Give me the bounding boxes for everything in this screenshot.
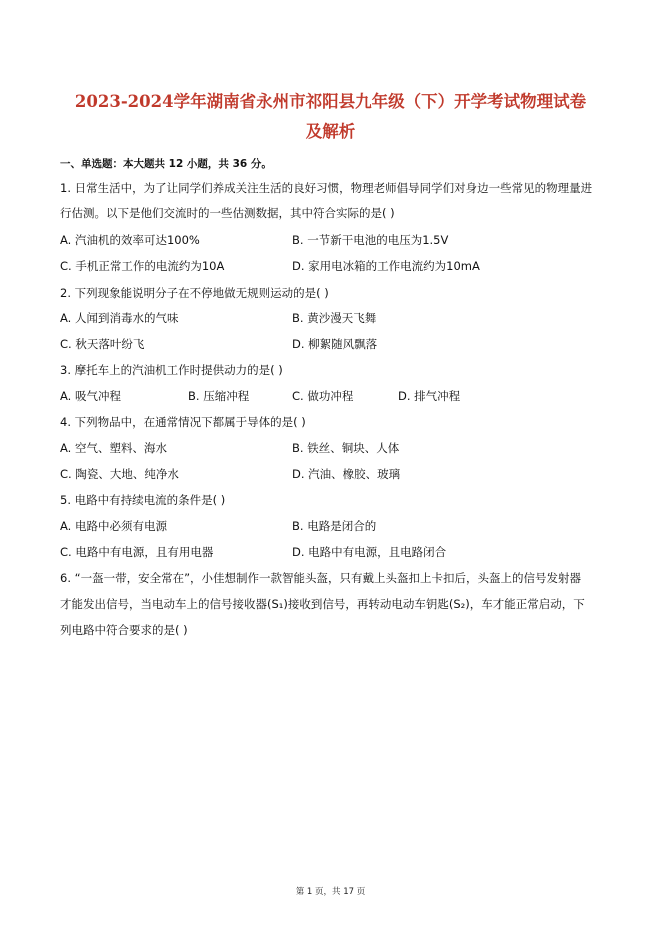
question-6-line-1: 6. “一盔一带，安全常在”，小佳想制作一款智能头盔，只有戴上头盔扣上卡扣后，头盔上的信号发射器 xyxy=(60,571,582,585)
question-6-line-3: 列电路中符合要求的是( ) xyxy=(60,623,188,637)
question-1-line-2: 行估测。以下是他们交流时的一些估测数据，其中符合实际的是( ) xyxy=(60,206,395,220)
question-6-line-2: 才能发出信号，当电动车上的信号接收器(S₁)接收到信号，再转动电动车钥匙(S₂)，车才能正常启动，下 xyxy=(60,597,585,611)
question-5-option-c: C. 电路中有电源，且有用电器 xyxy=(60,545,214,559)
question-1-option-d: D. 家用电冰箱的工作电流约为10mA xyxy=(292,259,480,273)
question-4-line-1: 4. 下列物品中，在通常情况下都属于导体的是( ) xyxy=(60,415,306,429)
question-5-option-b: B. 电路是闭合的 xyxy=(292,519,377,533)
question-3-option-d: D. 排气冲程 xyxy=(398,389,461,403)
page-footer: 第 1 页，共 17 页 xyxy=(295,887,366,897)
question-3-option-a: A. 吸气冲程 xyxy=(60,389,121,403)
question-4-option-d: D. 汽油、橡胶、玻璃 xyxy=(292,467,401,481)
question-1-option-c: C. 手机正常工作的电流约为10A xyxy=(60,259,225,273)
question-5-option-a: A. 电路中必须有电源 xyxy=(60,519,167,533)
question-4-option-a: A. 空气、塑料、海水 xyxy=(60,441,167,455)
document-title-line-2: 及解析 xyxy=(305,122,356,141)
question-2-line-1: 2. 下列现象能说明分子在不停地做无规则运动的是( ) xyxy=(60,286,329,300)
question-3-option-b: B. 压缩冲程 xyxy=(188,389,250,403)
question-1-option-b: B. 一节新干电池的电压为1.5V xyxy=(292,233,449,247)
section-heading: 一、单选题：本大题共 12 小题，共 36 分。 xyxy=(60,158,272,170)
document-title-line-1: 2023-2024学年湖南省永州市祁阳县九年级（下）开学考试物理试卷 xyxy=(74,92,587,111)
question-2-option-c: C. 秋天落叶纷飞 xyxy=(60,337,145,351)
question-5-line-1: 5. 电路中有持续电流的条件是( ) xyxy=(60,493,226,507)
question-3-line-1: 3. 摩托车上的汽油机工作时提供动力的是( ) xyxy=(60,363,283,377)
question-5-option-d: D. 电路中有电源，且电路闭合 xyxy=(292,545,447,559)
question-4-option-b: B. 铁丝、铜块、人体 xyxy=(292,441,400,455)
question-2-option-b: B. 黄沙漫天飞舞 xyxy=(292,311,377,325)
question-2-option-d: D. 柳絮随风飘落 xyxy=(292,337,378,351)
question-2-option-a: A. 人闻到消毒水的气味 xyxy=(60,311,179,325)
question-1-line-1: 1. 日常生活中，为了让同学们养成关注生活的良好习惯，物理老师倡导同学们对身边一些常见的物理量进 xyxy=(60,181,593,195)
question-1-option-a: A. 汽油机的效率可达100% xyxy=(60,233,200,247)
question-3-option-c: C. 做功冲程 xyxy=(292,389,354,403)
question-4-option-c: C. 陶瓷、大地、纯净水 xyxy=(60,467,179,481)
